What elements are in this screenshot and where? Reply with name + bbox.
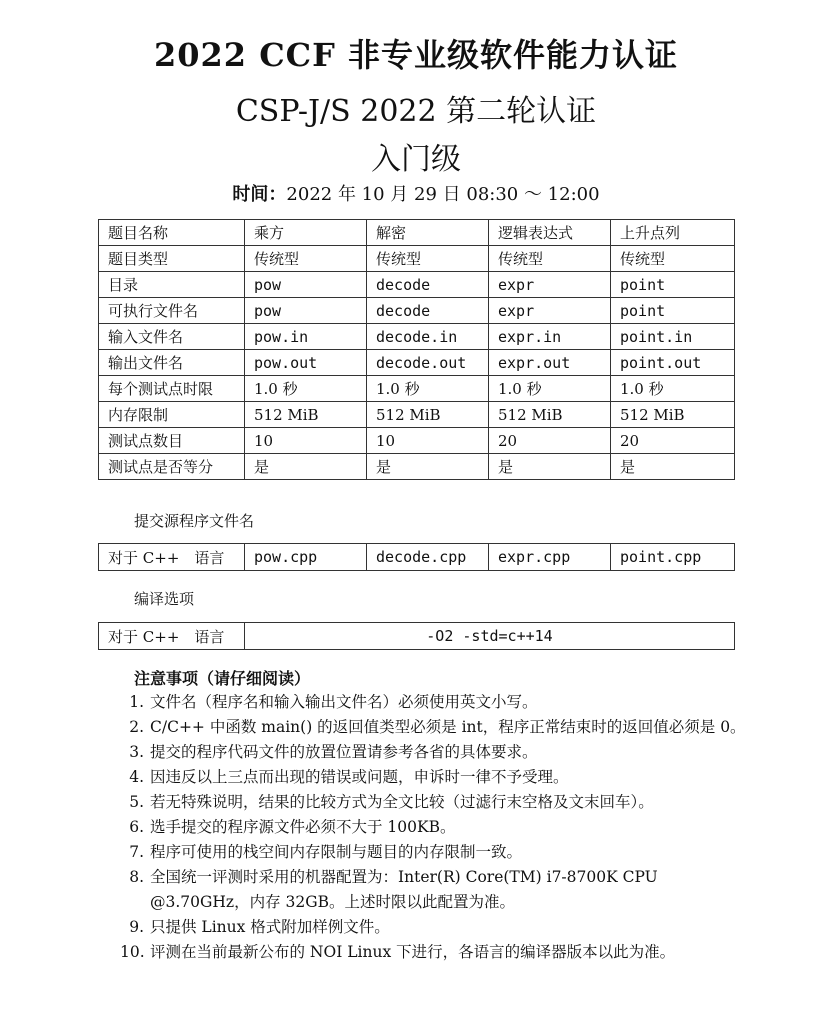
note-item [120, 815, 760, 840]
submit-table [98, 543, 735, 571]
table-row [99, 402, 735, 428]
notes-list [120, 690, 760, 965]
row-label: 题目名称 [99, 220, 245, 246]
table-row [99, 350, 735, 376]
note-text: 提交的程序代码文件的放置位置请参考各省的具体要求。 [150, 743, 538, 761]
table-cell: 512 MiB [367, 402, 489, 428]
time-value: 2022 年 10 月 29 日 08:30 ～ 12:00 [286, 184, 600, 205]
note-item [120, 915, 760, 940]
row-label: 可执行文件名 [99, 298, 245, 324]
note-item [120, 765, 760, 790]
table-cell: 传统型 [611, 246, 735, 272]
note-number: 9. [129, 918, 144, 936]
note-text: C/C++ 中函数 main() 的返回值类型必须是 int，程序正常结束时的返回值必须是 0。 [150, 718, 746, 736]
note-number: 8. [129, 868, 144, 886]
note-text: 因违反以上三点而出现的错误或问题，申诉时一律不予受理。 [150, 768, 569, 786]
table-cell: decode [367, 272, 489, 298]
table-cell: 1.0 秒 [367, 376, 489, 402]
table-cell: 传统型 [489, 246, 611, 272]
note-item [120, 790, 760, 815]
submit-label: 对于 C++ 语言 [99, 544, 245, 571]
note-number: 10. [120, 943, 145, 961]
compile-row [99, 623, 735, 650]
row-label: 题目类型 [99, 246, 245, 272]
table-row [99, 298, 735, 324]
note-number: 3. [129, 743, 144, 761]
submit-file: point.cpp [611, 544, 735, 571]
row-label: 内存限制 [99, 402, 245, 428]
table-cell: 1.0 秒 [611, 376, 735, 402]
note-item [120, 690, 760, 715]
table-cell: decode.out [367, 350, 489, 376]
note-number: 6. [129, 818, 144, 836]
table-row [99, 272, 735, 298]
table-row [99, 454, 735, 480]
note-text: 只提供 Linux 格式附加样例文件。 [150, 918, 390, 936]
table-cell: 是 [367, 454, 489, 480]
note-number: 7. [129, 843, 144, 861]
table-cell: 是 [245, 454, 367, 480]
table-cell: 逻辑表达式 [489, 220, 611, 246]
table-cell: point [611, 298, 735, 324]
table-cell: 512 MiB [245, 402, 367, 428]
table-row [99, 220, 735, 246]
compile-heading: 编译选项 [134, 590, 195, 608]
table-row [99, 324, 735, 350]
note-number: 1. [129, 693, 144, 711]
table-cell: decode [367, 298, 489, 324]
compile-label: 对于 C++ 语言 [99, 623, 245, 650]
note-item [120, 715, 760, 740]
note-item [120, 940, 760, 965]
table-cell: point [611, 272, 735, 298]
table-cell: 1.0 秒 [489, 376, 611, 402]
table-cell: decode.in [367, 324, 489, 350]
table-cell: 上升点列 [611, 220, 735, 246]
note-number: 4. [129, 768, 144, 786]
submit-file: pow.cpp [245, 544, 367, 571]
row-label: 每个测试点时限 [99, 376, 245, 402]
note-text: 程序可使用的栈空间内存限制与题目的内存限制一致。 [150, 843, 523, 861]
row-label: 测试点是否等分 [99, 454, 245, 480]
table-cell: expr [489, 298, 611, 324]
note-number: 5. [129, 793, 144, 811]
table-cell: pow.out [245, 350, 367, 376]
note-text: 文件名（程序名和输入输出文件名）必须使用英文小写。 [150, 693, 538, 711]
exam-title: 2022 CCF 非专业级软件能力认证 [153, 36, 678, 74]
note-text: 选手提交的程序源文件必须不大于 100KB。 [150, 818, 456, 836]
note-text: 评测在当前最新公布的 NOI Linux 下进行，各语言的编译器版本以此为准。 [150, 943, 676, 961]
note-text: 全国统一评测时采用的机器配置为：Inter(R) Core(TM) i7-8700K CPU @3.70GHz，内存 32GB。上述时限以此配置为准。 [150, 868, 658, 911]
table-cell: 512 MiB [611, 402, 735, 428]
table-cell: expr [489, 272, 611, 298]
table-cell: 是 [611, 454, 735, 480]
table-cell: 乘方 [245, 220, 367, 246]
table-cell: pow [245, 298, 367, 324]
table-cell: pow.in [245, 324, 367, 350]
compile-options: -O2 -std=c++14 [245, 623, 735, 650]
table-cell: 1.0 秒 [245, 376, 367, 402]
table-cell: 是 [489, 454, 611, 480]
row-label: 目录 [99, 272, 245, 298]
notes-heading: 注意事项（请仔细阅读） [134, 669, 311, 688]
table-cell: pow [245, 272, 367, 298]
table-cell: expr.out [489, 350, 611, 376]
table-cell: 解密 [367, 220, 489, 246]
table-cell: expr.in [489, 324, 611, 350]
note-text: 若无特殊说明，结果的比较方式为全文比较（过滤行末空格及文末回车）。 [150, 793, 654, 811]
row-label: 输入文件名 [99, 324, 245, 350]
note-item [120, 865, 760, 915]
table-row [99, 246, 735, 272]
note-number: 2. [129, 718, 144, 736]
row-label: 测试点数目 [99, 428, 245, 454]
submit-file: decode.cpp [367, 544, 489, 571]
table-cell: 传统型 [367, 246, 489, 272]
table-cell: 传统型 [245, 246, 367, 272]
table-cell: 20 [611, 428, 735, 454]
table-cell: 512 MiB [489, 402, 611, 428]
exam-time [0, 180, 832, 206]
note-item [120, 740, 760, 765]
submit-heading: 提交源程序文件名 [134, 512, 255, 530]
table-row [99, 376, 735, 402]
exam-level: 入门级 [371, 142, 461, 177]
note-item [120, 840, 760, 865]
table-cell: 10 [245, 428, 367, 454]
submit-row [99, 544, 735, 571]
table-row [99, 428, 735, 454]
problem-table [98, 219, 735, 480]
table-cell: 10 [367, 428, 489, 454]
table-cell: point.in [611, 324, 735, 350]
submit-file: expr.cpp [489, 544, 611, 571]
row-label: 输出文件名 [99, 350, 245, 376]
exam-subtitle: CSP-J/S 2022 第二轮认证 [235, 94, 597, 129]
table-cell: point.out [611, 350, 735, 376]
table-cell: 20 [489, 428, 611, 454]
time-label: 时间： [232, 184, 287, 205]
compile-table [98, 622, 735, 650]
